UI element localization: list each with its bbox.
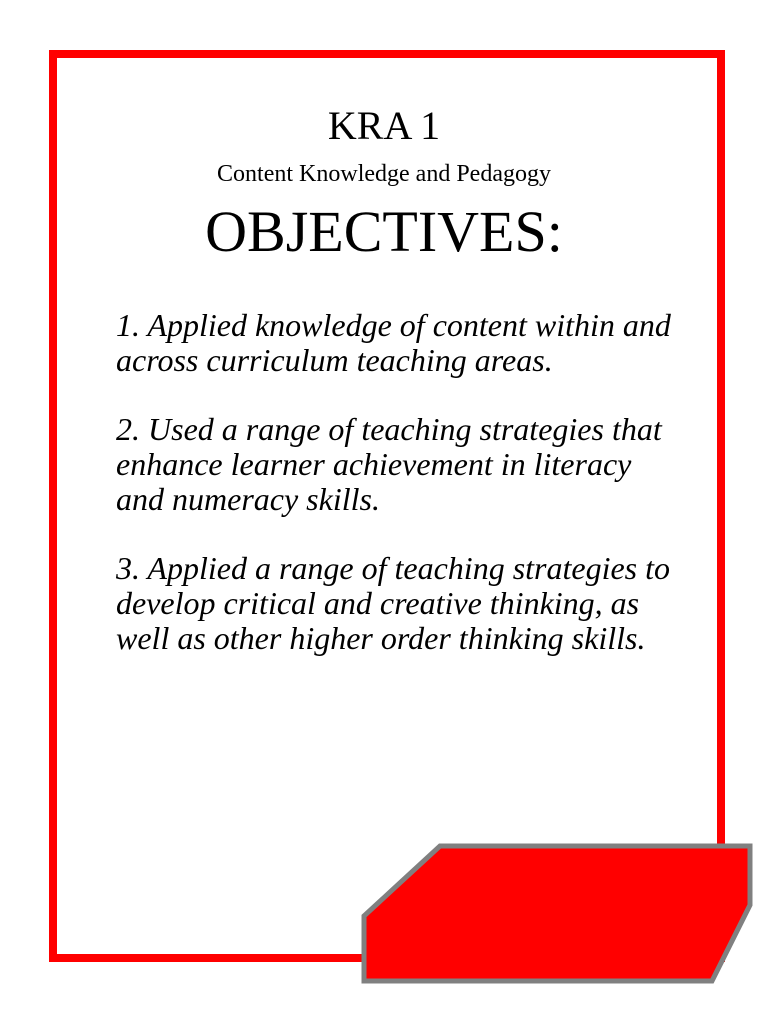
kra-title: KRA 1 <box>327 103 441 148</box>
objective-item-3: 3. Applied a range of teaching strategies to develop critical and creative thinking, as well as other higher order thinking skills. <box>116 550 671 656</box>
kra-subtitle: Content Knowledge and Pedagogy <box>217 161 551 187</box>
objectives-heading: OBJECTIVES: <box>205 199 563 264</box>
objective-item-2: 2. Used a range of teaching strategies that enhance learner achievement in literacy and numeracy skills. <box>116 411 662 517</box>
corner-tag-polygon <box>364 846 750 981</box>
objective-item-1: 1. Applied knowledge of content within and across curriculum teaching areas. <box>116 307 671 378</box>
